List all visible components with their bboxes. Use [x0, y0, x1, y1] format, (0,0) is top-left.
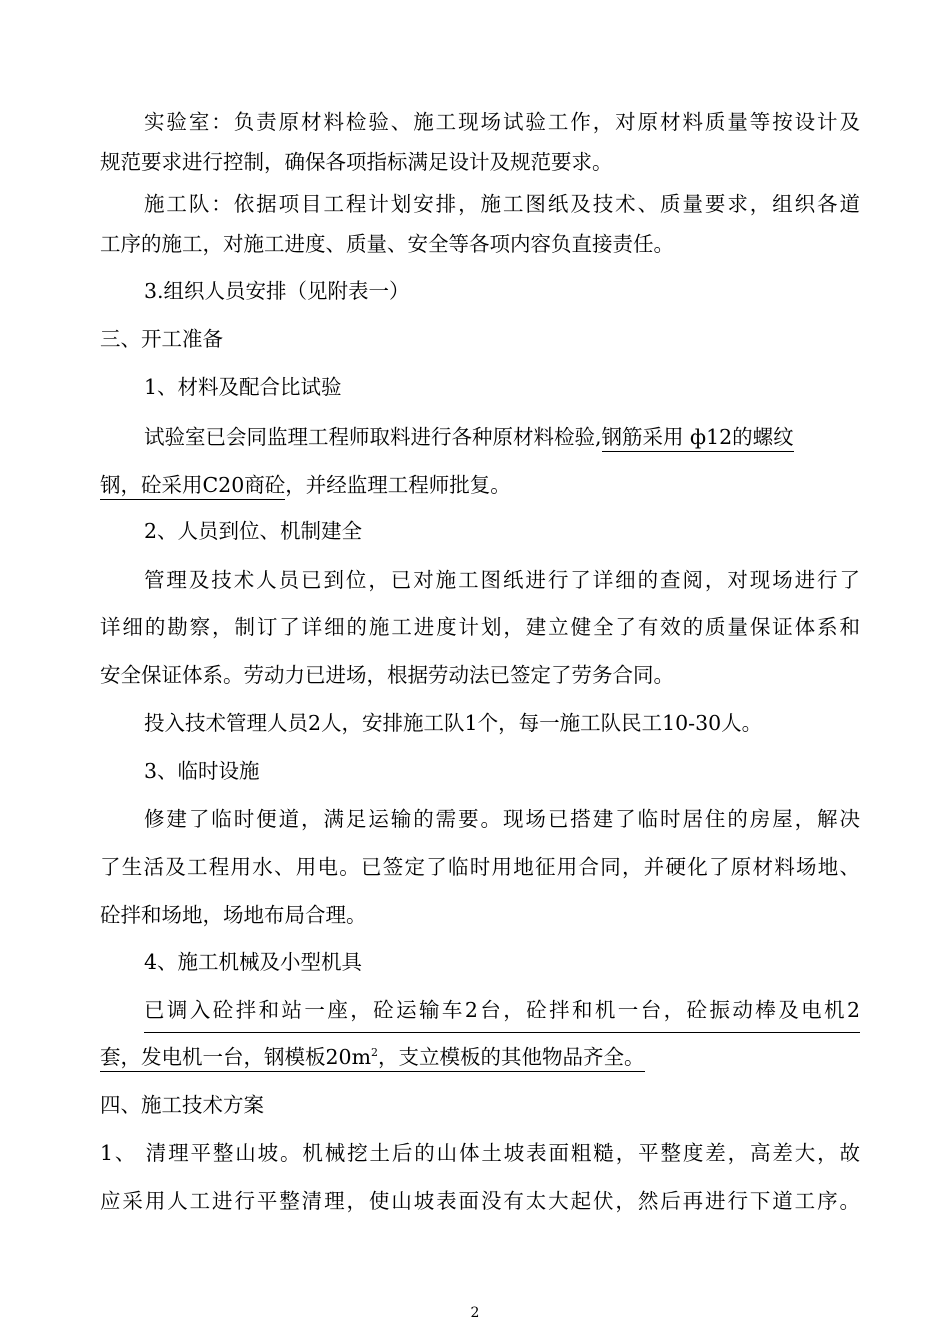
paragraph-line: 详细的勘察，制订了详细的施工进度计划，建立健全了有效的质量保证体系和	[100, 615, 860, 639]
paragraph-line: 投入技术管理人员2人，安排施工队1个，每一施工队民工10-30人。	[144, 711, 763, 735]
text-run: ，支立模板的其他物品齐全。	[378, 1045, 645, 1069]
paragraph-line: 应采用人工进行平整清理，使山坡表面没有太大起伏，然后再进行下道工序。	[100, 1189, 860, 1213]
text-run: 套，发电机一台，钢模板20m	[100, 1045, 372, 1069]
paragraph-line	[144, 417, 860, 457]
section-heading: 三、开工准备	[100, 327, 223, 351]
page-number: 2	[470, 1305, 480, 1321]
underlined-text	[100, 1045, 645, 1072]
text-run: ，并经监理工程师批复。	[285, 473, 511, 497]
underlined-text: 钢筋采用 ф12的螺纹	[602, 425, 794, 452]
sub-heading: 4、施工机械及小型机具	[144, 950, 363, 974]
sub-heading: 2、人员到位、机制建全	[144, 519, 363, 543]
sub-heading: 3、临时设施	[144, 759, 260, 783]
paragraph-line	[100, 465, 860, 505]
text-run: 试验室已会同监理工程师取料进行各种原材料检验,	[144, 425, 602, 449]
section-heading: 四、施工技术方案	[100, 1093, 264, 1117]
paragraph-line: 管理及技术人员已到位，已对施工图纸进行了详细的查阅，对现场进行了	[144, 568, 860, 592]
paragraph-line: 安全保证体系。劳动力已进场，根据劳动法已签定了劳务合同。	[100, 663, 674, 687]
paragraph-line: 实验室：负责原材料检验、施工现场试验工作，对原材料质量等按设计及	[144, 110, 860, 134]
underlined-text: 钢，砼采用C20商砼	[100, 473, 285, 500]
paragraph-line: 施工队：依据项目工程计划安排，施工图纸及技术、质量要求，组织各道	[144, 192, 860, 216]
paragraph-line: 3.组织人员安排（见附表一）	[144, 279, 410, 303]
paragraph-line: 砼拌和场地，场地布局合理。	[100, 903, 367, 927]
paragraph-line: 了生活及工程用水、用电。已签定了临时用地征用合同，并硬化了原材料场地、	[100, 855, 860, 879]
paragraph-line: 修建了临时便道，满足运输的需要。现场已搭建了临时居住的房屋，解决	[144, 807, 860, 831]
underlined-text: 已调入砼拌和站一座，砼运输车2台，砼拌和机一台，砼振动棒及电机2	[144, 990, 860, 1033]
sub-heading: 1、材料及配合比试验	[144, 375, 342, 399]
paragraph-line	[144, 990, 860, 1030]
paragraph-line	[100, 1037, 860, 1077]
paragraph-line: 工序的施工，对施工进度、质量、安全等各项内容负直接责任。	[100, 232, 674, 256]
paragraph-line: 规范要求进行控制，确保各项指标满足设计及规范要求。	[100, 150, 613, 174]
paragraph-line: 1、 清理平整山坡。机械挖土后的山体土坡表面粗糙，平整度差，高差大，故	[100, 1141, 860, 1165]
superscript: 2	[371, 1046, 379, 1060]
